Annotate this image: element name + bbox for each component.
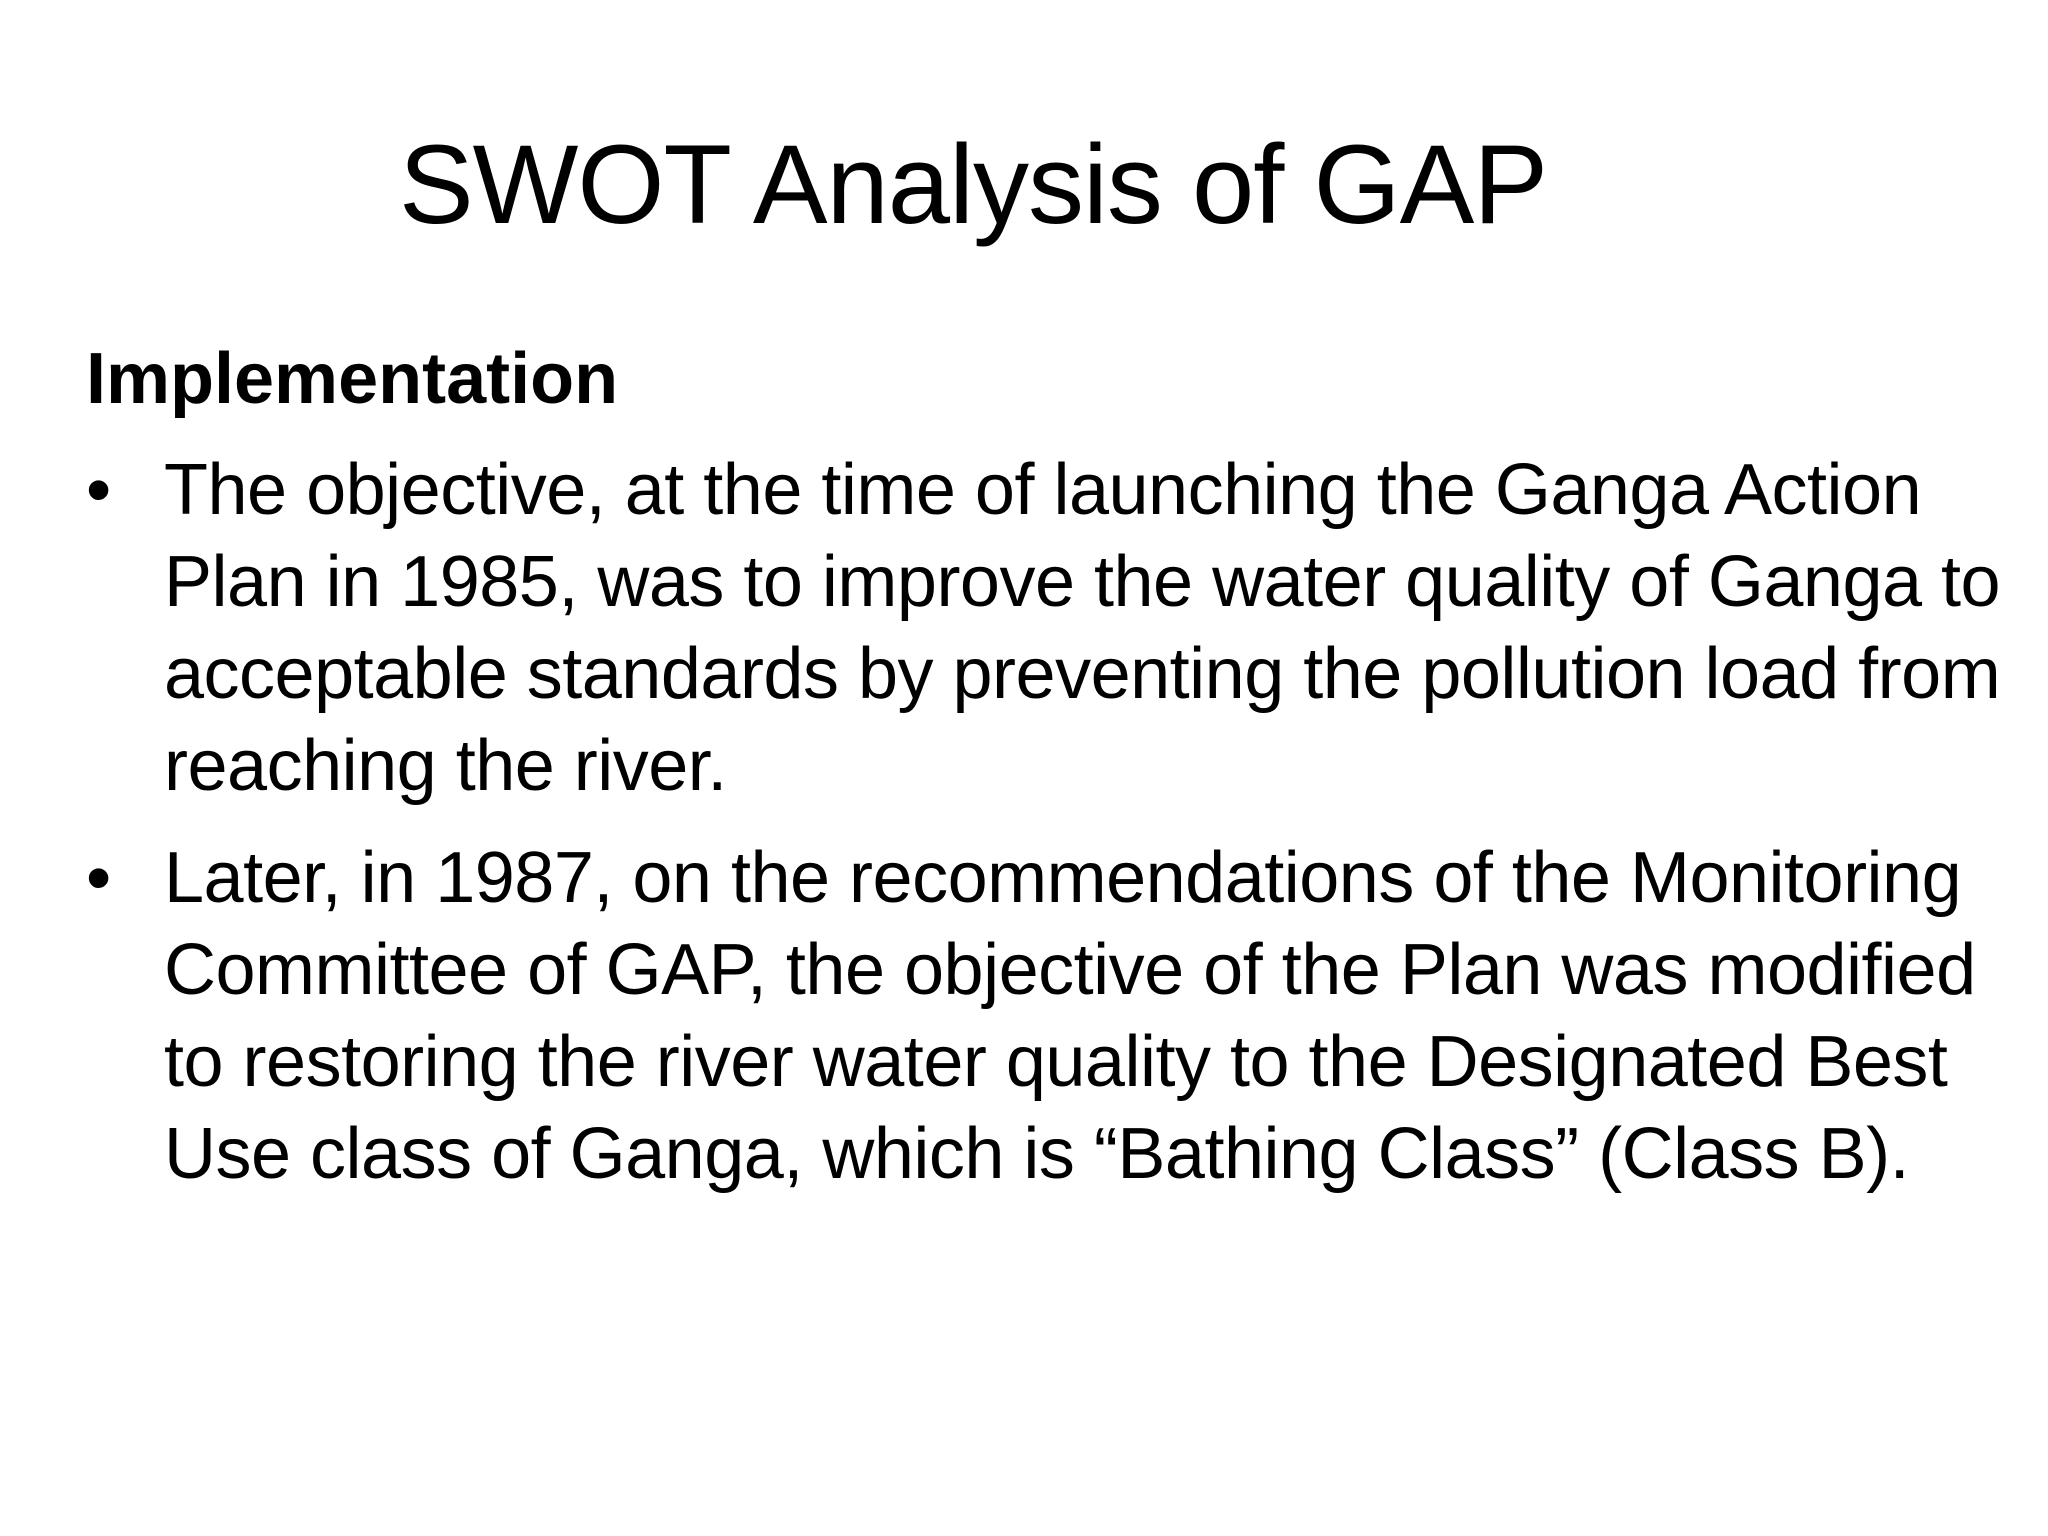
bullet-text-2: Later, in 1987, on the recommendations of the Monitoring Committee of GAP, the objective of the Plan was modified to restoring the river water quality to the Designated Best Use class of Ganga, which is “Bathing Class” (Class B).: [164, 838, 1976, 1194]
section-heading: Implementation: [86, 339, 619, 419]
bullet-item-1: [86, 444, 2026, 812]
bullet-dot-icon: •: [86, 838, 111, 918]
slide-title: SWOT Analysis of GAP: [398, 122, 1548, 247]
bullet-dot-icon: •: [86, 450, 111, 530]
bullet-item-2: [86, 832, 2026, 1200]
bullet-list: [86, 444, 2026, 1220]
bullet-text-1: The objective, at the time of launching the Ganga Action Plan in 1985, was to improve the water quality of Ganga to acceptable standards by preventing the pollution load from reaching the river.: [164, 450, 2001, 806]
